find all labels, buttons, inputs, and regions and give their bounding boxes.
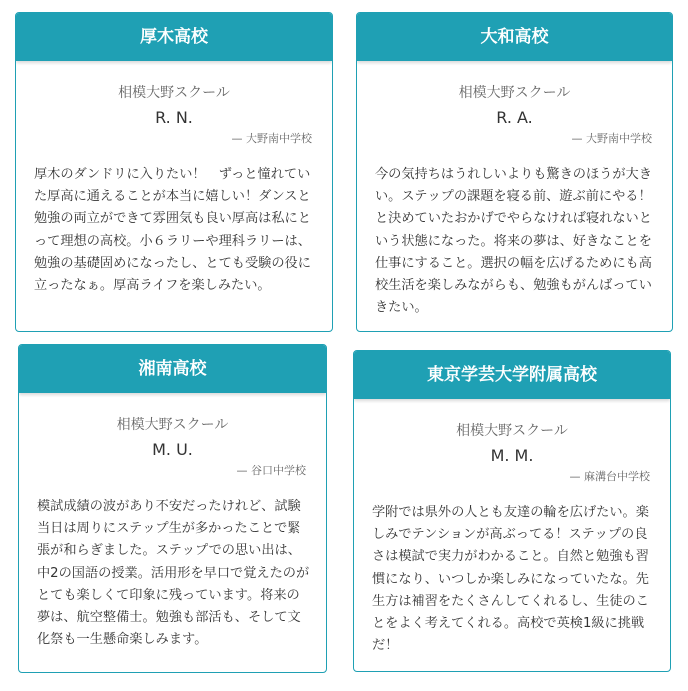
high-school-title: 東京学芸大学附属高校	[354, 351, 670, 399]
testimonial-text: 学附では県外の人とも友達の輪を広げたい。楽しみでテンションが高ぶってる！ステップの良さは模試で実力がわかること。自然と勉強も習慣になり、いつしか楽しみになっていたな。先生方は補習をたくさんしてくれるし、生徒のことをよく考えてくれる。高校で英検1級に挑戦だ！	[372, 505, 649, 654]
testimonial-card	[353, 350, 671, 672]
high-school-title: 大和高校	[357, 13, 672, 61]
cram-school-name: 相模大野スクール	[456, 423, 568, 439]
junior-high-name: — 大野南中学校	[231, 132, 312, 145]
cram-school-name: 相模大野スクール	[118, 85, 230, 101]
testimonial-text: 模試成績の波があり不安だったけれど、試験当日は周りにステップ生が多かったことで緊張が和らぎました。ステップでの思い出は、中2の国語の授業。活用形を早口で覚えたのがとても楽しくて印象に残っています。将来の夢は、航空整備士。勉強も部活も、そして文化祭も一生懸命楽しみます。	[37, 499, 310, 648]
student-initials: M. M.	[490, 446, 534, 465]
student-initials: R. A.	[496, 108, 533, 127]
testimonial-card	[15, 12, 333, 332]
junior-high-name: — 麻溝台中学校	[569, 470, 650, 483]
testimonial-text: 今の気持ちはうれしいよりも驚きのほうが大きい。ステップの課題を寝る前、遊ぶ前にやる！ と決めていたおかげでやらなければ寝れないという状態になった。将来の夢は、好きなことを仕事にすること。選択の幅を広げるためにも高校生活を楽しみながらも、勉強もがんばっていきたい。	[375, 167, 665, 316]
junior-high-name: — 谷口中学校	[236, 464, 306, 477]
high-school-title: 湘南高校	[19, 345, 326, 393]
testimonial-card	[18, 344, 327, 673]
testimonial-text: 厚木のダンドリに入りたい！ ずっと憧れていた厚高に通えることが本当に嬉しい！ダンスと勉強の両立ができて雰囲気も良い厚高は私にとって理想の高校。小６ラリーや理科ラリーは、勉強の基礎固めになったし、とても受験の役に立ったなぁ。厚高ライフを楽しみたい。	[34, 167, 311, 294]
high-school-title: 厚木高校	[16, 13, 332, 61]
cram-school-name: 相模大野スクール	[116, 417, 229, 433]
cram-school-name: 相模大野スクール	[458, 85, 571, 101]
student-initials: R. N.	[155, 108, 193, 127]
junior-high-name: — 大野南中学校	[571, 132, 652, 145]
testimonial-card	[356, 12, 673, 332]
student-initials: M. U.	[152, 440, 193, 459]
